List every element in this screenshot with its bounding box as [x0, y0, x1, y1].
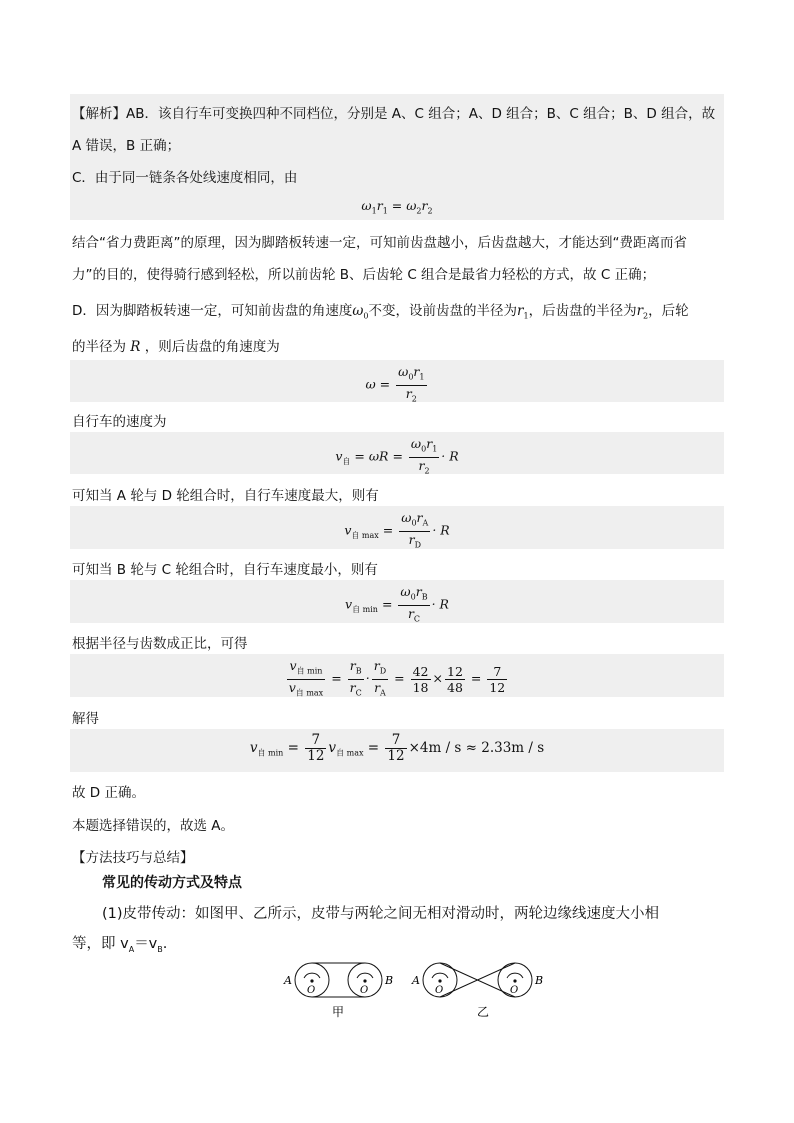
analysis-line-10: 可知当 B 轮与 C 轮组合时，自行车速度最小，则有	[72, 562, 378, 578]
method-item-1-line-2: 等，即 $v_A=v_B$.	[72, 936, 168, 954]
num-42: 42	[412, 663, 429, 679]
analysis-line-9: 可知当 A 轮与 D 轮组合时，自行车速度最大，则有	[72, 488, 379, 504]
analysis-line-1: 【解析】AB．该自行车可变换四种不同档位，分别是 A、C 组合；A、D 组合；B、C 组合；B、D 组合，故	[72, 106, 716, 122]
equation-omega: ω = $\frac{\omega_0r_1}{r_2}$	[365, 364, 425, 403]
equation-vmax: $v_{自 max}$ = $\frac{\omega_0r_A}{r_D}$ · R	[344, 510, 450, 549]
method-item-1-line-1: (1)皮带传动：如图甲、乙所示，皮带与两轮之间无相对滑动时，两轮边缘线速度大小相	[102, 906, 660, 922]
equation-ratio: $\frac{v_{自 min}}{v_{自 max}}$ = $\frac{r_B}{r_C}$ · $\frac{r_D}{r_A}$ = $\frac{42}{18}$ × $\frac{12}{48}$ = $\frac{7}{12}$	[288, 658, 506, 697]
analysis-line-5: 力”的目的，使得骑行感到轻松，所以前齿轮 B、后齿轮 C 组合是最省力轻松的方式，故 C 正确；	[72, 267, 656, 283]
figure-label-yi: 乙	[477, 1005, 490, 1019]
point-b-right: B	[535, 974, 544, 987]
num-7: 7	[487, 664, 507, 680]
r1-symbol: $r_1$	[517, 303, 529, 321]
analysis-line-3: C．由于同一链条各处线速度相同，由	[72, 170, 298, 186]
omega0-symbol: $\omega_0$	[352, 303, 369, 321]
analysis-line-6	[72, 299, 689, 321]
analysis-line-7-b: ，则后齿盘的角速度为	[144, 339, 280, 355]
analysis-line-2: A 错误，B 正确；	[72, 138, 181, 154]
center-o1-left: O	[307, 985, 316, 996]
equation-vmin: $v_{自 min}$ = $\frac{\omega_0r_B}{r_C}$ · R	[345, 584, 449, 623]
R-symbol: R	[126, 339, 145, 355]
analysis-line-11: 根据半径与齿数成正比，可得	[72, 636, 248, 652]
center-o1-right: O	[435, 985, 444, 996]
analysis-line-6-d: ，后轮	[648, 303, 689, 319]
num-12: 12	[447, 663, 463, 679]
figure-label-jia: 甲	[332, 1005, 345, 1019]
den-48: 48	[447, 679, 463, 695]
method-subtitle: 常见的传动方式及特点	[102, 875, 242, 891]
crossed-belt-figure	[411, 963, 543, 1019]
point-a-right: A	[412, 974, 420, 987]
equation-velocity: $v_自 = \omega R$ = $\frac{\omega_0r_1}{r_2}$ · R	[335, 436, 459, 475]
analysis-line-13: 故 D 正确。	[72, 785, 145, 801]
analysis-line-7	[72, 335, 280, 355]
analysis-line-6-a: D．因为脚踏板转速一定，可知前齿盘的角速度	[72, 303, 353, 319]
analysis-line-8: 自行车的速度为	[72, 414, 167, 430]
den-12: 12	[489, 679, 506, 695]
open-belt-figure	[283, 963, 393, 1019]
center-o2-right: O	[510, 985, 519, 996]
center-o2-left: O	[360, 985, 369, 996]
method-title: 【方法技巧与总结】	[72, 850, 194, 866]
point-b-left: B	[385, 974, 394, 987]
result-tail: ×4m / s ≈ 2.33m / s	[408, 740, 545, 756]
equation-chain: $\omega_1r_1 = \omega_2r_2$	[361, 198, 433, 216]
analysis-line-4: 结合“省力费距离”的原理，因为脚踏板转速一定，可知前齿盘越小，后齿盘越大，才能达到“费距离而省	[72, 235, 687, 251]
equation-result: $v_{自 min}$ = $\frac{7}{12}$ $v_{自 max}$ = $\frac{7}{12}$ ×4m / s ≈ 2.33m / s	[249, 732, 545, 764]
analysis-line-6-c: ，后齿盘的半径为	[528, 303, 637, 319]
analysis-line-6-b: 不变，设前齿盘的半径为	[368, 303, 518, 319]
point-a-left: A	[284, 974, 292, 987]
belt-drive-diagram	[280, 960, 550, 1022]
analysis-line-12: 解得	[72, 711, 99, 727]
analysis-line-14: 本题选择错误的，故选 A。	[72, 818, 235, 834]
r2-symbol: $r_2$	[636, 303, 649, 321]
analysis-line-7-a: 的半径为	[72, 339, 126, 355]
den-18: 18	[412, 679, 429, 695]
